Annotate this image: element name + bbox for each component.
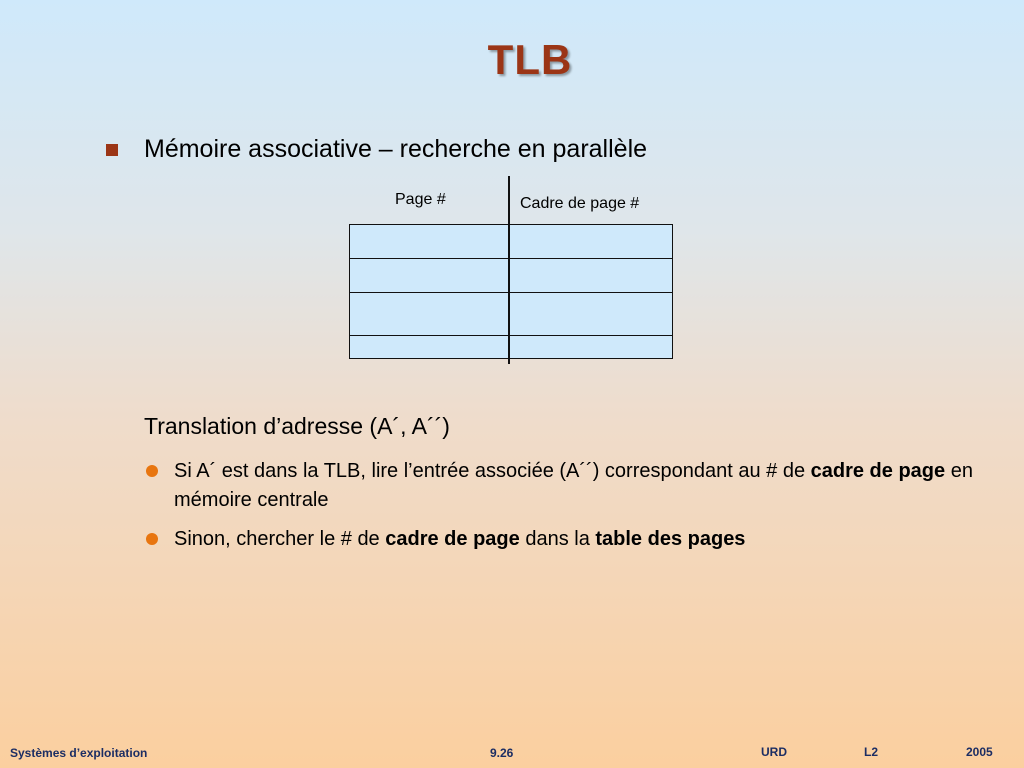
bold-term: table des pages	[595, 528, 746, 550]
table-cell	[509, 293, 673, 336]
table-cell	[350, 259, 509, 293]
footer-slide-number: 9.26	[490, 746, 514, 760]
sub-bullet-list	[146, 457, 976, 564]
subheading: Translation d’adresse (A´, A´´)	[144, 413, 450, 439]
footer-level: L2	[864, 745, 879, 759]
tlb-table	[349, 224, 673, 359]
table-cell	[350, 225, 509, 259]
table-row	[350, 293, 673, 336]
slide-title: TLB	[487, 36, 573, 83]
main-bullet	[106, 135, 647, 164]
table-cell	[509, 225, 673, 259]
table-row	[350, 225, 673, 259]
table-cell	[350, 293, 509, 336]
square-bullet-icon	[106, 144, 118, 156]
footer-institution: URD	[761, 745, 787, 759]
round-bullet-icon	[146, 533, 158, 545]
table-row	[350, 336, 673, 359]
column-header-page: Page #	[395, 191, 446, 208]
sub-bullet-item	[146, 457, 976, 515]
table-cell	[350, 336, 509, 359]
bold-term: cadre de page	[810, 460, 946, 482]
footer-year: 2005	[966, 745, 993, 759]
column-header-frame: Cadre de page #	[520, 195, 640, 212]
table-cell	[509, 336, 673, 359]
sub-bullet-text: Si A´ est dans la TLB, lire l’entrée associée (A´´) correspondant au # de cadre de page en mémoire centrale	[174, 460, 973, 511]
table-row	[350, 259, 673, 293]
table-cell	[509, 259, 673, 293]
footer-course: Systèmes d’exploitation	[10, 746, 148, 760]
bold-term: cadre de page	[385, 528, 520, 550]
table-column-divider	[508, 176, 510, 364]
sub-bullet-text: Sinon, chercher le # de cadre de page dans la table des pages	[174, 528, 746, 550]
sub-bullet-item	[146, 525, 976, 554]
round-bullet-icon	[146, 465, 158, 477]
main-bullet-text: Mémoire associative – recherche en parallèle	[144, 135, 648, 163]
